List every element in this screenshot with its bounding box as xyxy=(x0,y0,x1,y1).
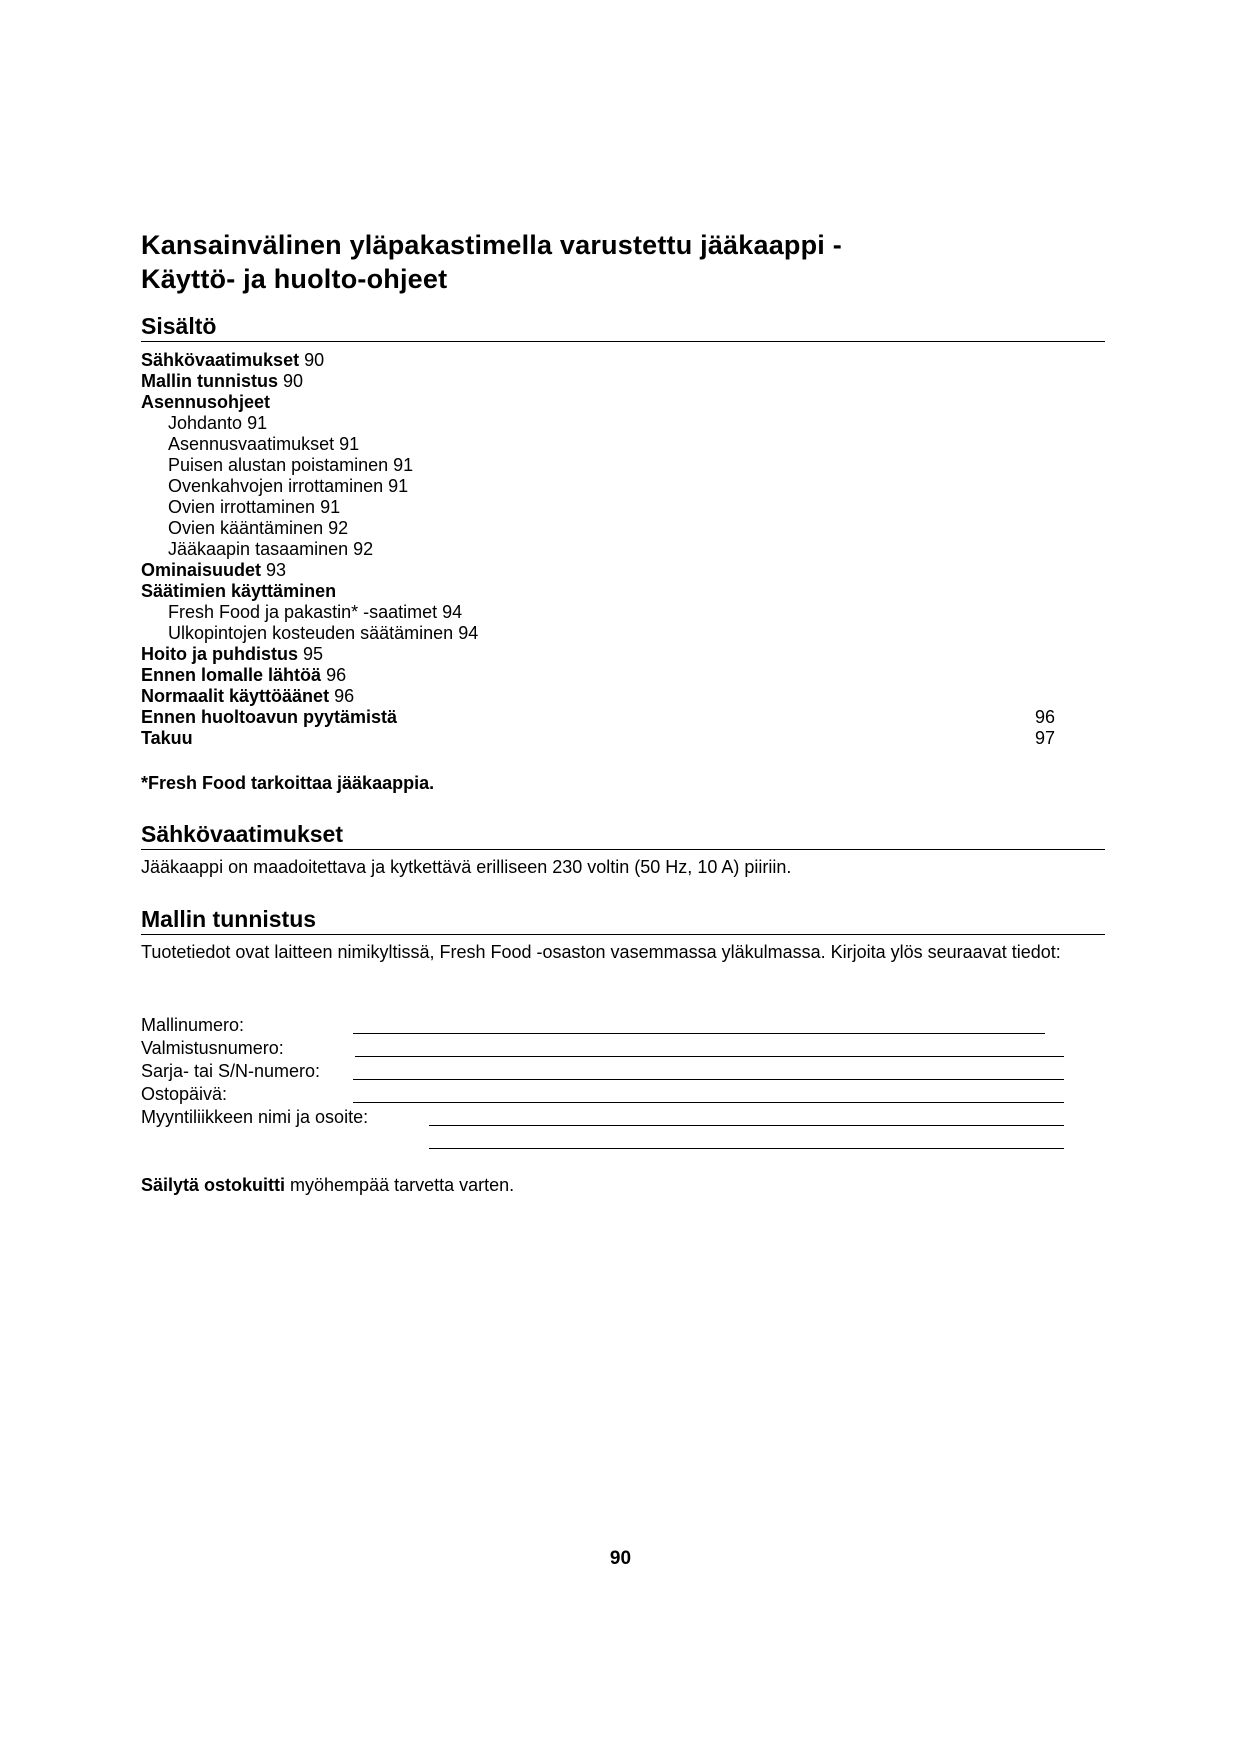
form-row-dealer xyxy=(141,1107,1101,1130)
toc-entry-title: Takuu xyxy=(141,728,193,748)
toc-entry-page: 91 xyxy=(320,497,341,517)
toc-entry-title: Ennen huoltoavun pyytämistä xyxy=(141,707,398,727)
document-title xyxy=(141,228,1141,296)
toc-entry xyxy=(141,413,1061,434)
field-label: Mallinumero: xyxy=(141,1015,245,1035)
toc-entry-page: 90 xyxy=(283,371,304,391)
toc-entry xyxy=(141,707,1061,728)
toc-entry xyxy=(141,539,1061,560)
toc-entry xyxy=(141,371,1061,392)
toc-entry-title: Hoito ja puhdistus xyxy=(141,644,298,664)
toc-entry-page: 96 xyxy=(1035,707,1056,727)
toc-entry-title: Ulkopintojen kosteuden säätäminen xyxy=(168,623,454,643)
toc-entry-page: 95 xyxy=(303,644,324,664)
title-line-1: Kansainvälinen yläpakastimella varustettu jääkaappi - xyxy=(141,230,842,260)
keep-receipt-bold: Säilytä ostokuitti xyxy=(141,1175,286,1195)
toc-entry-title: Johdanto xyxy=(168,413,243,433)
toc-entry xyxy=(141,434,1061,455)
toc-entry-page: 92 xyxy=(328,518,349,538)
model-number-line xyxy=(353,1033,1045,1034)
toc-entry-page: 92 xyxy=(353,539,374,559)
keep-receipt-rest: myöhempää tarvetta varten. xyxy=(285,1175,515,1195)
form-row-purchase-date xyxy=(141,1084,1101,1107)
toc-entry-page: 94 xyxy=(458,623,479,643)
toc-entry-title: Ovenkahvojen irrottaminen xyxy=(168,476,384,496)
toc-entry-page: 96 xyxy=(334,686,355,706)
purchase-date-line xyxy=(353,1102,1064,1103)
toc-entry xyxy=(141,392,1061,413)
contents-heading: Sisältö xyxy=(141,312,1105,342)
electrical-heading: Sähkövaatimukset xyxy=(141,820,1105,850)
toc-entry-title: Jääkaapin tasaaminen xyxy=(168,539,349,559)
toc-entry-page: 97 xyxy=(1035,728,1056,748)
toc-entry-page: 94 xyxy=(442,602,463,622)
electrical-text: Jääkaappi on maadoitettava ja kytkettävä erilliseen 230 voltin (50 Hz, 10 A) piiriin. xyxy=(141,857,792,877)
toc-entry xyxy=(141,602,1061,623)
dealer-line-2 xyxy=(429,1148,1064,1149)
contents-footnote: *Fresh Food tarkoittaa jääkaappia. xyxy=(141,773,435,793)
model-heading: Mallin tunnistus xyxy=(141,905,1105,935)
toc-entry xyxy=(141,581,1061,602)
toc-entry xyxy=(141,476,1061,497)
toc-entry xyxy=(141,623,1061,644)
toc-entry xyxy=(141,455,1061,476)
model-info-form xyxy=(141,1015,1101,1153)
title-line-2: Käyttö- ja huolto-ohjeet xyxy=(141,264,448,294)
keep-receipt-note xyxy=(141,1175,514,1196)
toc-entry-title: Asennusohjeet xyxy=(141,392,271,412)
toc-entry-title: Ominaisuudet xyxy=(141,560,262,580)
toc-entry-page: 91 xyxy=(393,455,414,475)
toc-entry-page: 91 xyxy=(247,413,268,433)
manufacturing-number-line xyxy=(355,1056,1064,1057)
toc-entry-page: 96 xyxy=(326,665,347,685)
toc-entry-page: 93 xyxy=(266,560,287,580)
toc-entry xyxy=(141,728,1061,749)
form-row-manufacturing-number xyxy=(141,1038,1101,1061)
toc-entry-page: 90 xyxy=(304,350,325,370)
toc-entry xyxy=(141,686,1061,707)
dealer-line-1 xyxy=(429,1125,1064,1126)
form-row-serial-number xyxy=(141,1061,1101,1084)
toc-entry-title: Sähkövaatimukset xyxy=(141,350,300,370)
toc-entry-page: 91 xyxy=(339,434,360,454)
serial-number-line xyxy=(353,1079,1064,1080)
toc-entry xyxy=(141,350,1061,371)
field-label: Valmistusnumero: xyxy=(141,1038,284,1058)
toc-entry-title: Ennen lomalle lähtöä xyxy=(141,665,322,685)
field-label: Ostopäivä: xyxy=(141,1084,228,1104)
toc-entry xyxy=(141,560,1061,581)
toc-entry-title: Asennusvaatimukset xyxy=(168,434,335,454)
toc-entry xyxy=(141,497,1061,518)
table-of-contents xyxy=(141,350,1061,749)
field-label: Sarja- tai S/N-numero: xyxy=(141,1061,321,1081)
form-row-model-number xyxy=(141,1015,1101,1038)
toc-entry-title: Normaalit käyttöäänet xyxy=(141,686,330,706)
form-row-dealer-extra xyxy=(141,1130,1101,1153)
toc-entry-title: Ovien kääntäminen xyxy=(168,518,324,538)
toc-entry-title: Fresh Food ja pakastin* -saatimet xyxy=(168,602,438,622)
toc-entry-title: Säätimien käyttäminen xyxy=(141,581,337,601)
toc-entry xyxy=(141,518,1061,539)
page-number: 90 xyxy=(609,1548,632,1569)
toc-entry-title: Mallin tunnistus xyxy=(141,371,278,391)
toc-entry xyxy=(141,644,1061,665)
field-label: Myyntiliikkeen nimi ja osoite: xyxy=(141,1107,369,1127)
toc-entry-title: Puisen alustan poistaminen xyxy=(168,455,389,475)
toc-entry-title: Ovien irrottaminen xyxy=(168,497,316,517)
toc-entry-page: 91 xyxy=(388,476,409,496)
model-text: Tuotetiedot ovat laitteen nimikyltissä, Fresh Food -osaston vasemmassa yläkulmassa. Kirjoita ylös seuraavat tiedot: xyxy=(141,942,1061,962)
toc-entry xyxy=(141,665,1061,686)
